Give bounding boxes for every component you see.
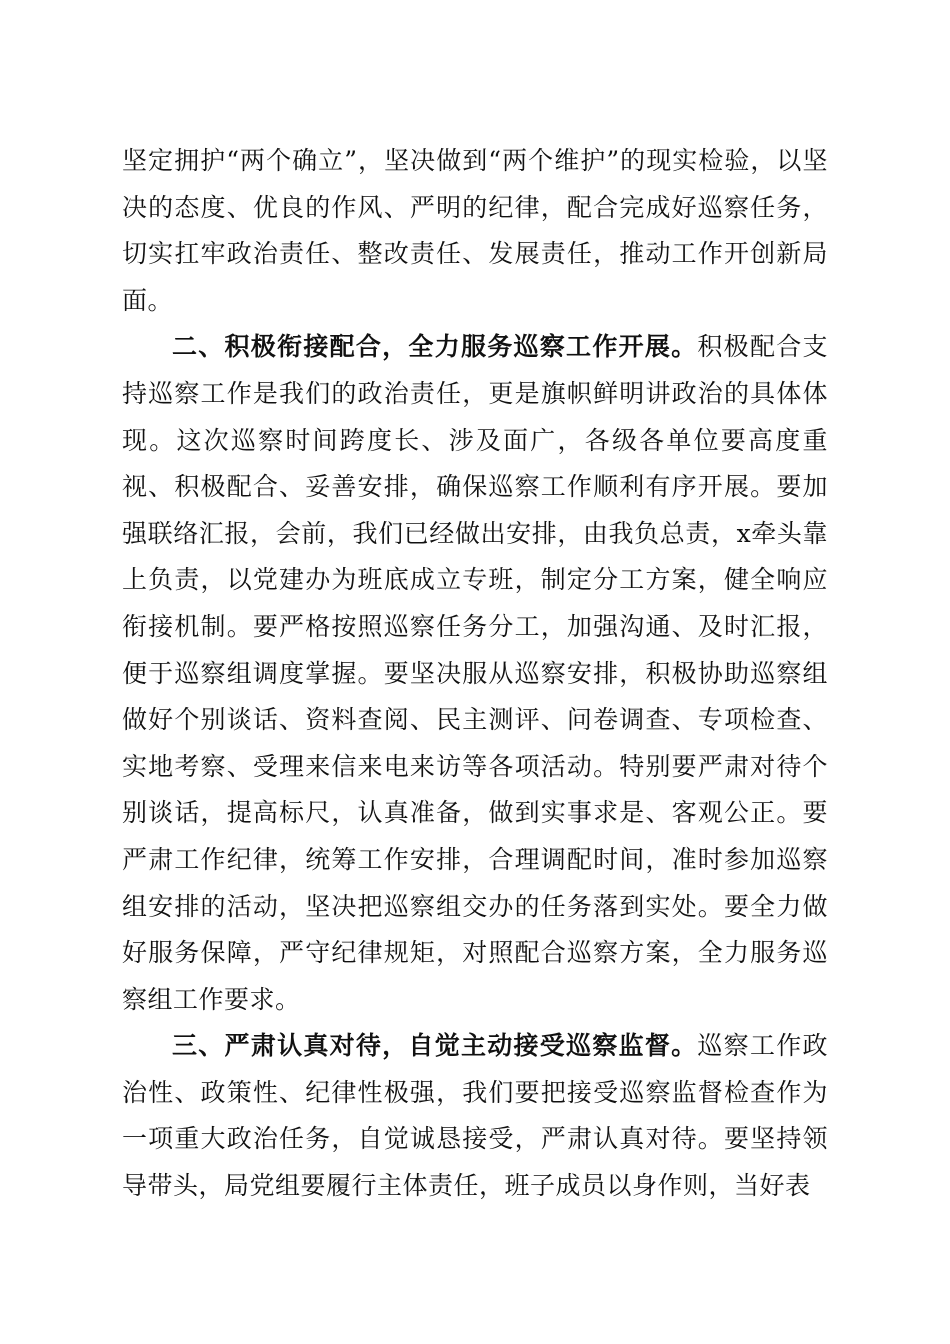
paragraph-text: 积极配合支持巡察工作是我们的政治责任，更是旗帜鲜明讲政治的具体体现。这次巡察时间跨度长、涉及面广，各级各单位要高度重视、积极配合、妥善安排，确保巡察工作顺利有序开展。要加强联络汇报，会前，我们已经做出安排，由我负总责，x牵头靠上负责，以党建办为班底成立专班，制定分工方案，健全响应衔接机制。要严格按照巡察任务分工，加强沟通、及时汇报，便于巡察组调度掌握。要坚决服从巡察安排，积极协助巡察组做好个别谈话、资料查阅、民主测评、问卷调查、专项检查、实地考察、受理来信来电来访等各项活动。特别要严肃对待个别谈话，提高标尺，认真准备，做到实事求是、客观公正。要严肃工作纪律，统筹工作安排，合理调配时间，准时参加巡察组安排的活动，坚决把巡察组交办的任务落到实处。要全力做好服务保障，严守纪律规矩，对照配合巡察方案，全力服务巡察组工作要求。 — [122, 332, 828, 1014]
document-body — [122, 138, 828, 1210]
paragraph-continuation — [122, 138, 828, 324]
section-heading: 二、积极衔接配合，全力服务巡察工作开展。 — [172, 332, 698, 362]
paragraph-section-two — [122, 324, 828, 1023]
paragraph-section-three — [122, 1023, 828, 1209]
paragraph-text: 巡察工作政治性、政策性、纪律性极强，我们要把接受巡察监督检查作为一项重大政治任务，自觉诚恳接受，严肃认真对待。要坚持领导带头，局党组要履行主体责任，班子成员以身作则，当好表 — [122, 1031, 828, 1201]
paragraph-text: 坚定拥护“两个确立”，坚决做到“两个维护”的现实检验，以坚决的态度、优良的作风、严明的纪律，配合完成好巡察任务，切实扛牢政治责任、整改责任、发展责任，推动工作开创新局面。 — [122, 146, 828, 315]
section-heading: 三、严肃认真对待，自觉主动接受巡察监督。 — [172, 1031, 698, 1061]
